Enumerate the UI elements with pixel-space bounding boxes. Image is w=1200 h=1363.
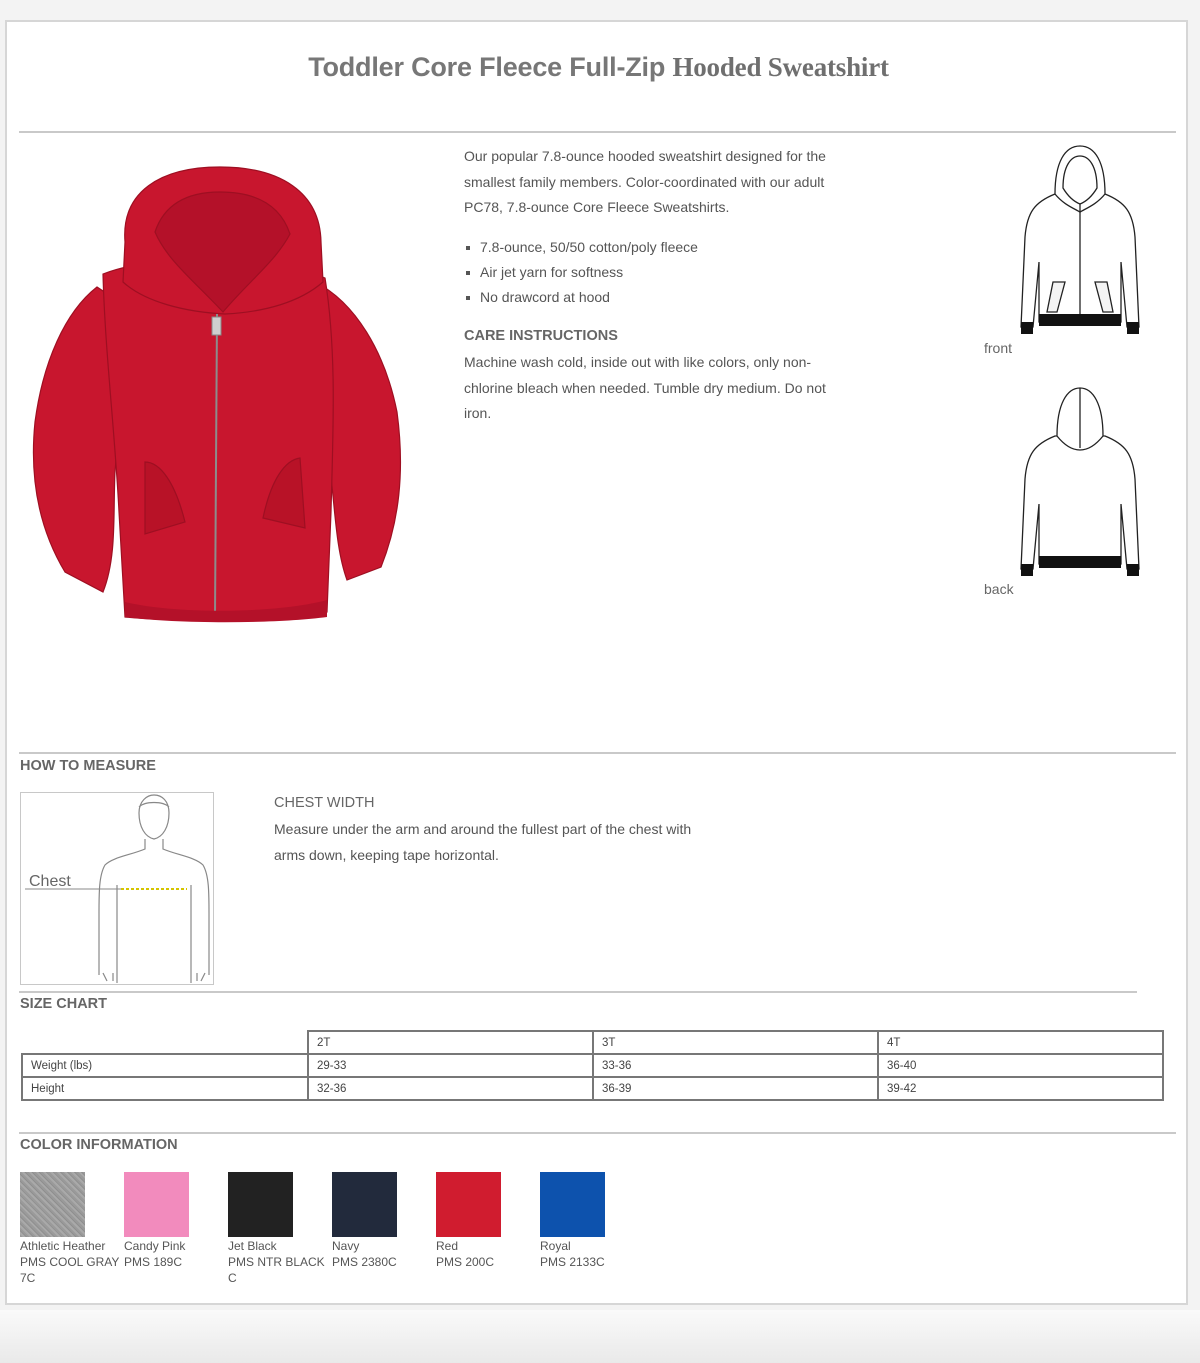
size-column-header: 4T	[878, 1031, 1163, 1054]
color-swatch	[540, 1172, 644, 1270]
product-photo	[25, 162, 405, 627]
table-cell: 33-36	[593, 1054, 878, 1077]
size-column-header: 2T	[308, 1031, 593, 1054]
color-pms: PMS 2380C	[332, 1255, 397, 1269]
title-style-type: Hooded Sweatshirt	[672, 52, 889, 82]
care-text: Machine wash cold, inside out with like colors, only non-chlorine bleach when needed. Tumble dry medium. Do not iron.	[464, 354, 826, 421]
color-chip	[124, 1172, 189, 1237]
how-to-measure-heading: HOW TO MEASURE	[20, 758, 156, 774]
color-swatch	[436, 1172, 540, 1270]
color-pms: PMS 2133C	[540, 1255, 605, 1269]
color-divider	[19, 1132, 1176, 1134]
size-column-header: 3T	[593, 1031, 878, 1054]
feature-list	[464, 235, 698, 310]
measure-divider	[19, 752, 1176, 754]
color-chip	[540, 1172, 605, 1237]
spec-sheet	[5, 20, 1188, 1305]
color-pms: PMS COOL GRAY 7C	[20, 1255, 120, 1285]
product-description: Our popular 7.8-ounce hooded sweatshirt designed for the smallest family members. Color-coordinated with our adult PC78, 7.8-ounce Core Fleece Sweatshirts.	[464, 148, 826, 215]
row-label: Weight (lbs)	[22, 1054, 308, 1077]
color-chip	[228, 1172, 293, 1237]
size-chart-table	[21, 1030, 1164, 1101]
color-swatch	[20, 1172, 124, 1286]
color-pms: PMS NTR BLACK C	[228, 1255, 325, 1285]
table-cell: 39-42	[878, 1077, 1163, 1100]
color-name: Athletic Heather	[20, 1239, 106, 1253]
color-name: Navy	[332, 1239, 360, 1253]
measure-text: Measure under the arm and around the fullest part of the chest with arms down, keeping tape horizontal.	[274, 821, 692, 863]
header-divider	[19, 131, 1176, 133]
feature-item: Air jet yarn for softness	[464, 260, 698, 285]
color-name: Red	[436, 1239, 459, 1253]
size-chart-heading: SIZE CHART	[20, 996, 107, 1012]
front-flat-sketch	[1017, 142, 1142, 337]
feature-item: No drawcord at hood	[464, 285, 698, 310]
color-pms: PMS 189C	[124, 1255, 183, 1269]
measure-heading: CHEST WIDTH	[274, 795, 375, 811]
row-label: Height	[22, 1077, 308, 1100]
page-title	[7, 52, 1190, 83]
table-header-row	[22, 1031, 1163, 1054]
feature-item: 7.8-ounce, 50/50 cotton/poly fleece	[464, 235, 698, 260]
color-swatch	[124, 1172, 228, 1270]
color-name: Candy Pink	[124, 1239, 186, 1253]
measure-figure	[20, 792, 214, 985]
back-label: back	[984, 581, 1014, 597]
color-chip	[332, 1172, 397, 1237]
color-swatch	[332, 1172, 436, 1270]
table-cell: 29-33	[308, 1054, 593, 1077]
color-name: Jet Black	[228, 1239, 277, 1253]
title-style-name: Toddler Core Fleece Full-Zip	[308, 52, 666, 82]
table-cell: 36-39	[593, 1077, 878, 1100]
front-label: front	[984, 340, 1013, 356]
color-name: Royal	[540, 1239, 571, 1253]
color-swatch	[228, 1172, 332, 1286]
back-flat-sketch	[1017, 384, 1142, 579]
chest-label: Chest	[29, 873, 71, 890]
table-cell: 36-40	[878, 1054, 1163, 1077]
color-pms: PMS 200C	[436, 1255, 495, 1269]
table-cell: 32-36	[308, 1077, 593, 1100]
page-bottom-fade	[0, 1310, 1200, 1363]
color-chip	[436, 1172, 501, 1237]
care-heading: CARE INSTRUCTIONS	[464, 328, 618, 344]
table-row	[22, 1077, 1163, 1100]
table-row	[22, 1054, 1163, 1077]
size-chart-divider	[19, 991, 1137, 993]
color-chip	[20, 1172, 85, 1237]
color-information-heading: COLOR INFORMATION	[20, 1137, 178, 1153]
